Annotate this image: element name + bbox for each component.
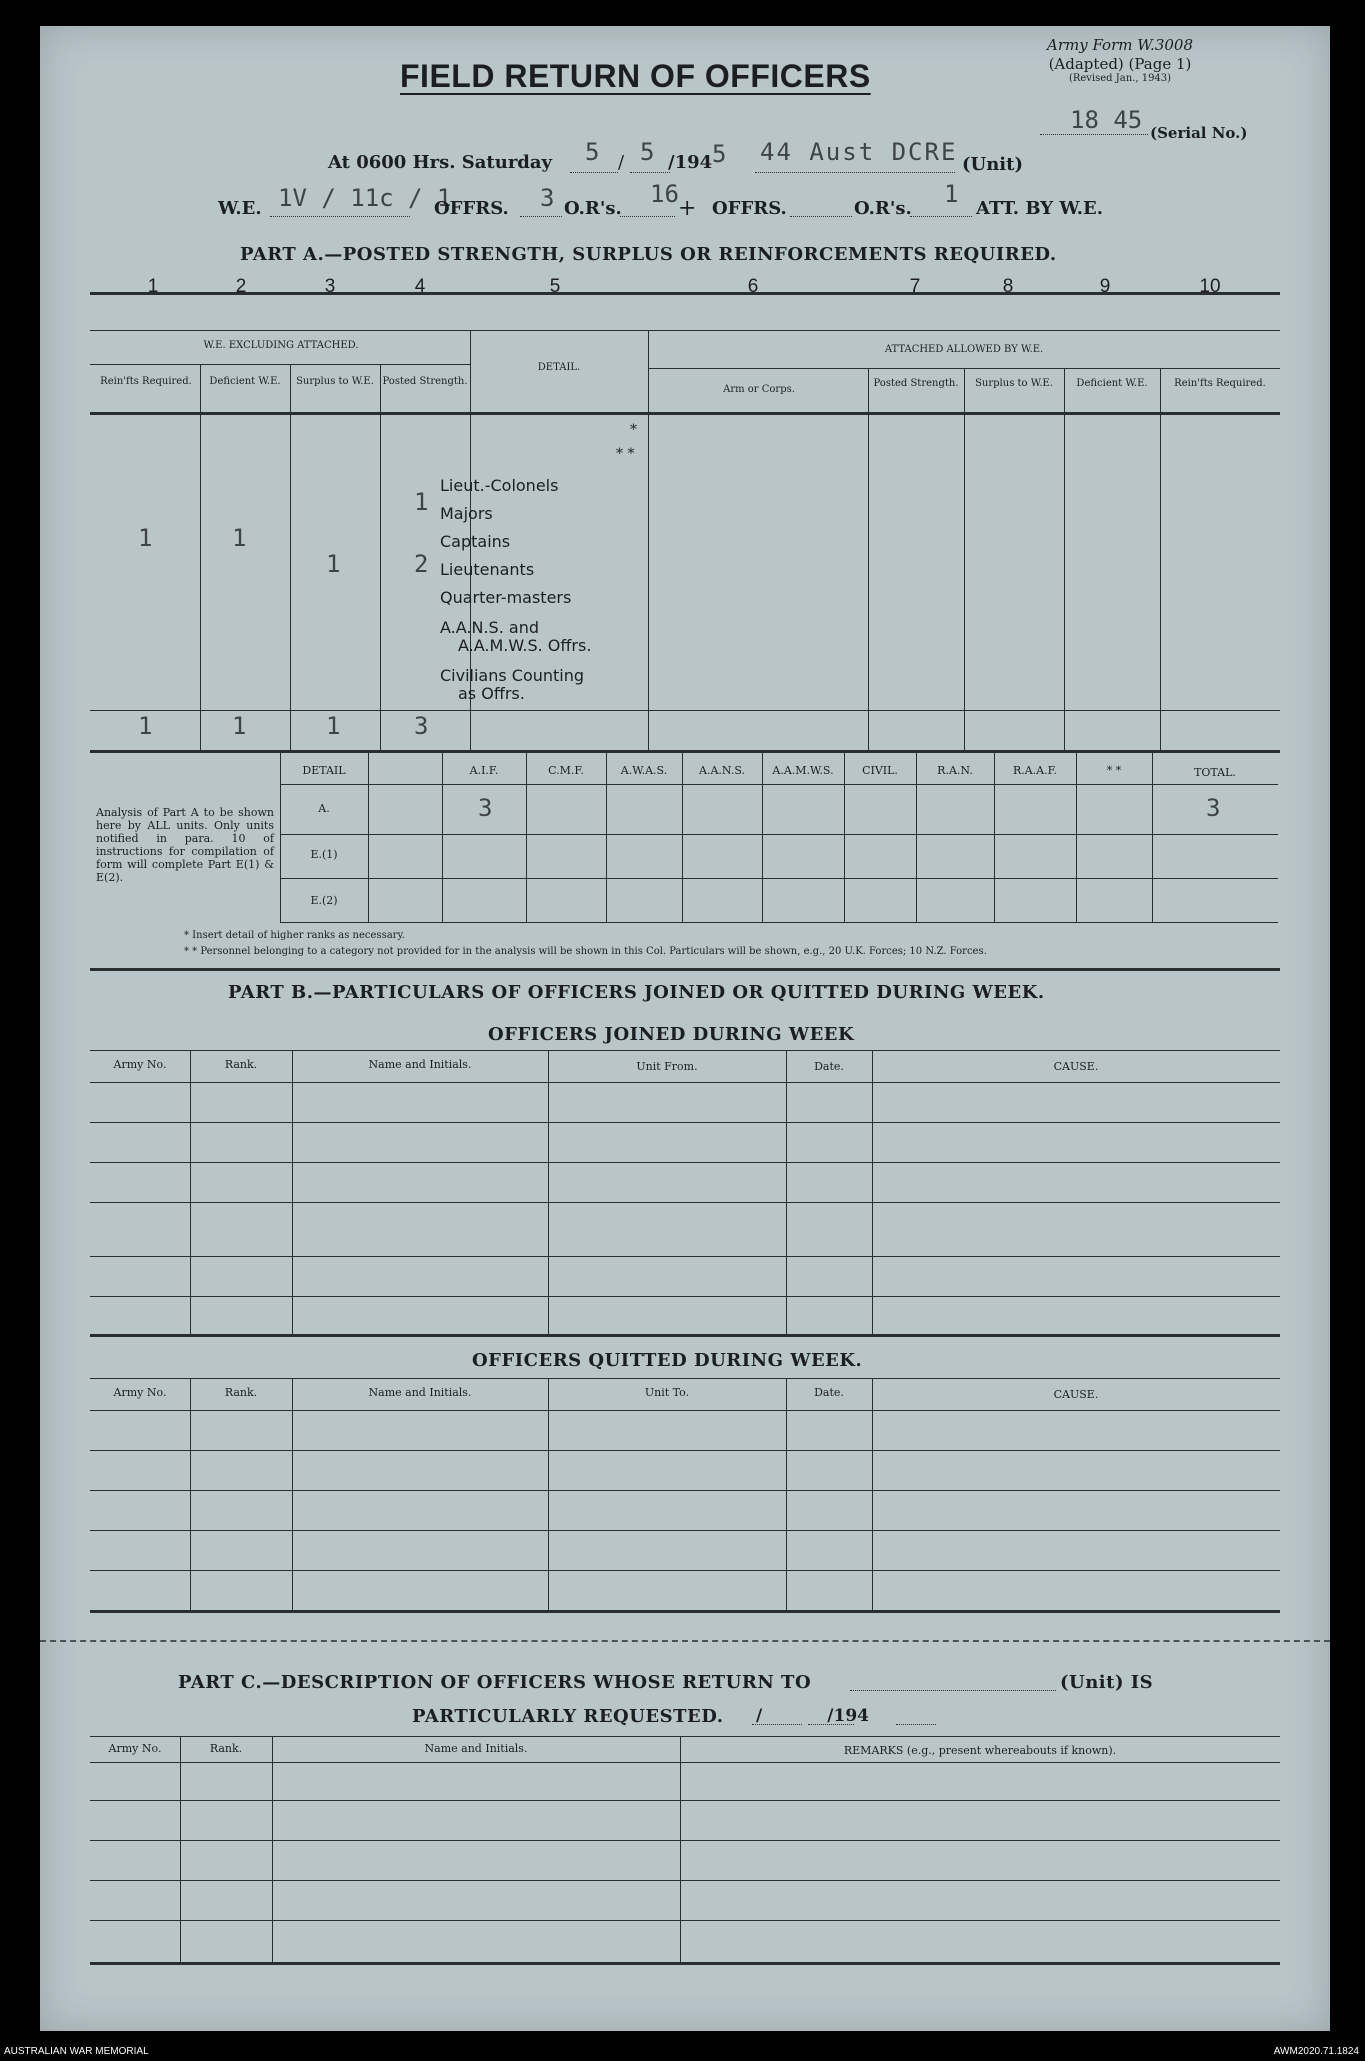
star-note-2: * * [616, 446, 635, 462]
perforation-line [40, 1640, 1330, 1642]
analysis-row-e2: E.(2) [310, 894, 338, 907]
analysis-header-ran: R.A.N. [937, 764, 973, 777]
part-c-title-c: PARTICULARLY REQUESTED. [412, 1706, 724, 1727]
col-number: 5 [549, 276, 561, 297]
part-c-date-line [808, 1724, 854, 1725]
ors2-value: 1 [944, 180, 959, 208]
date-month-line [630, 172, 670, 173]
plus-sign: + [678, 196, 697, 221]
quitted-header-rank: Rank. [224, 1386, 258, 1399]
entry-def-majors: 1 [232, 524, 247, 552]
quitted-header-army-no: Army No. [113, 1386, 167, 1399]
part-c-header-remarks: REMARKS (e.g., present whereabouts if known). [843, 1744, 1117, 1757]
entry-posted-capt: 2 [414, 550, 429, 578]
ors-value: 16 [650, 180, 679, 208]
col-number: 7 [909, 276, 921, 297]
col2-header: Deficient W.E. [209, 376, 281, 387]
analysis-header-aamws: A.A.M.W.S. [772, 764, 834, 777]
total-surplus: 1 [326, 712, 341, 740]
footnote-2: * * Personnel belonging to a category not provided for in the analysis will be shown in this Col. Particulars will be shown, e.g., 20 U.K. Forces; 10 N.Z. Forces. [184, 946, 987, 957]
analysis-header-detail: DETAIL [302, 764, 346, 777]
page-title: FIELD RETURN OF OFFICERS [400, 58, 871, 94]
joined-header-date: Date. [814, 1060, 844, 1073]
ors2-line [910, 216, 972, 217]
quitted-header-unit: Unit To. [644, 1386, 690, 1399]
analysis-row-a: A. [318, 802, 330, 815]
col-number: 1 [147, 276, 159, 297]
part-b-title: PART B.—PARTICULARS OF OFFICERS JOINED OR QUITTED DURING WEEK. [228, 982, 1045, 1003]
part-c-title-a: PART C.—DESCRIPTION OF OFFICERS WHOSE RETURN TO [178, 1672, 812, 1693]
quitted-header-cause: CAUSE. [1053, 1388, 1099, 1401]
detail-header: DETAIL. [537, 362, 581, 373]
part-c-date-line [752, 1724, 802, 1725]
analysis-header-aif: A.I.F. [469, 764, 499, 777]
entry-posted-ltcol: 1 [414, 488, 429, 516]
date-month: 5 [640, 138, 655, 166]
analysis-header-total: TOTAL. [1194, 766, 1236, 779]
we-excluding-header: W.E. EXCLUDING ATTACHED. [203, 340, 359, 351]
form-reference [1020, 36, 1220, 84]
col4-header: Posted Strength. [382, 376, 468, 387]
unit-value: 44 Aust DCRE [760, 138, 958, 166]
unit-label: (Unit) [962, 154, 1023, 175]
date-day: 5 [585, 138, 600, 166]
col-number: 3 [324, 276, 336, 297]
rank-captains: Captains [440, 532, 511, 551]
offrs-value: 3 [540, 184, 555, 212]
ors-label: O.R's. [564, 198, 622, 219]
analysis-header-cmf: C.M.F. [548, 764, 584, 777]
unit-line [755, 172, 955, 173]
joined-title: OFFICERS JOINED DURING WEEK [488, 1024, 855, 1045]
part-a-title: PART A.—POSTED STRENGTH, SURPLUS OR REINFORCEMENTS REQUIRED. [240, 244, 1057, 265]
form-ref-line3: (Revised Jan., 1943) [1068, 73, 1172, 84]
part-c-header-rank: Rank. [209, 1742, 243, 1755]
rank-quartermasters: Quarter-masters [440, 588, 572, 607]
att-label: ATT. BY W.E. [976, 198, 1104, 219]
part-c-header-army-no: Army No. [108, 1742, 162, 1755]
rank-lt-colonels: Lieut.-Colonels [440, 476, 559, 495]
rank-majors: Majors [440, 504, 493, 523]
attached-header: ATTACHED ALLOWED BY W.E. [884, 344, 1044, 355]
col9-header: Deficient W.E. [1076, 378, 1148, 389]
analysis-note: Analysis of Part A to be shown here by ALL units. Only units notified in para. 10 of instructions for compilation of form will complete Part E(1) & E(2). [96, 806, 274, 884]
serial-value: 18 45 [1070, 106, 1143, 134]
quitted-title: OFFICERS QUITTED DURING WEEK. [472, 1350, 863, 1371]
we-line [270, 216, 410, 217]
col-number: 8 [1002, 276, 1014, 297]
entry-reinf-majors: 1 [138, 524, 153, 552]
star-note-1: * [630, 422, 637, 438]
footnote-1: * Insert detail of higher ranks as necessary. [184, 930, 405, 941]
analysis-header-raaf: R.A.A.F. [1012, 764, 1058, 777]
part-c-date: / /194 [756, 1706, 870, 1726]
analysis-header-civil: CIVIL. [862, 764, 898, 777]
analysis-header-aans: A.A.N.S. [699, 764, 745, 777]
part-c-header-name: Name and Initials. [424, 1742, 528, 1755]
part-c-date-line [896, 1724, 936, 1725]
col7-header: Posted Strength. [873, 378, 959, 389]
joined-header-unit: Unit From. [636, 1060, 698, 1073]
joined-header-army-no: Army No. [113, 1058, 167, 1071]
total-deficient: 1 [232, 712, 247, 740]
total-posted: 3 [414, 712, 429, 740]
joined-header-cause: CAUSE. [1053, 1060, 1099, 1073]
analysis-total-a: 3 [1206, 794, 1221, 822]
year-digit: 5 [712, 140, 727, 168]
rank-lieutenants: Lieutenants [440, 560, 535, 579]
ors2-label: O.R's. [854, 198, 912, 219]
rank-civilians: Civilians Counting [440, 666, 585, 685]
analysis-aif-a: 3 [478, 794, 493, 822]
rank-aamws: A.A.M.W.S. Offrs. [458, 636, 592, 655]
offrs2-label: OFFRS. [712, 198, 787, 219]
analysis-row-e1: E.(1) [310, 848, 338, 861]
date-day-line [570, 172, 618, 173]
offrs2-line [790, 216, 852, 217]
we-label: W.E. [218, 198, 262, 219]
quitted-header-name: Name and Initials. [368, 1386, 472, 1399]
footer-left: AUSTRALIAN WAR MEMORIAL [4, 2046, 149, 2057]
col-number: 6 [747, 276, 759, 297]
part-c-unit-line [850, 1690, 1056, 1691]
col8-header: Surplus to W.E. [975, 378, 1053, 389]
analysis-header-awas: A.W.A.S. [620, 764, 668, 777]
total-reinf: 1 [138, 712, 153, 740]
col6-header: Arm or Corps. [723, 384, 795, 395]
col-number: 9 [1099, 276, 1111, 297]
rank-civilians-2: as Offrs. [458, 684, 525, 703]
entry-surplus-capt: 1 [326, 550, 341, 578]
joined-header-name: Name and Initials. [368, 1058, 472, 1071]
form-ref-line1: Army Form W.3008 [1047, 36, 1193, 54]
rank-aans: A.A.N.S. and [440, 618, 539, 637]
ors-line [620, 216, 675, 217]
analysis-header-other: * * [1106, 764, 1122, 777]
form-ref-line2: (Adapted) (Page 1) [1048, 55, 1192, 73]
year-prefix: /194 [668, 152, 713, 173]
quitted-header-date: Date. [814, 1386, 844, 1399]
col-number: 10 [1199, 276, 1221, 297]
joined-header-rank: Rank. [224, 1058, 258, 1071]
serial-label: (Serial No.) [1150, 124, 1248, 142]
col3-header: Surplus to W.E. [296, 376, 374, 387]
col10-header: Rein'fts Required. [1174, 378, 1266, 389]
col-number: 2 [235, 276, 247, 297]
col1-header: Rein'fts Required. [100, 376, 192, 387]
part-c-title-b: (Unit) IS [1060, 1672, 1154, 1693]
serial-line [1040, 134, 1148, 135]
offrs-label: OFFRS. [434, 198, 509, 219]
footer-right: AWM2020.71.1824 [1273, 2046, 1359, 2057]
we-value: 1V / 11c / 1 [278, 184, 452, 212]
offrs-line [520, 216, 562, 217]
at-label: At 0600 Hrs. Saturday [328, 152, 553, 173]
col-number: 4 [414, 276, 426, 297]
